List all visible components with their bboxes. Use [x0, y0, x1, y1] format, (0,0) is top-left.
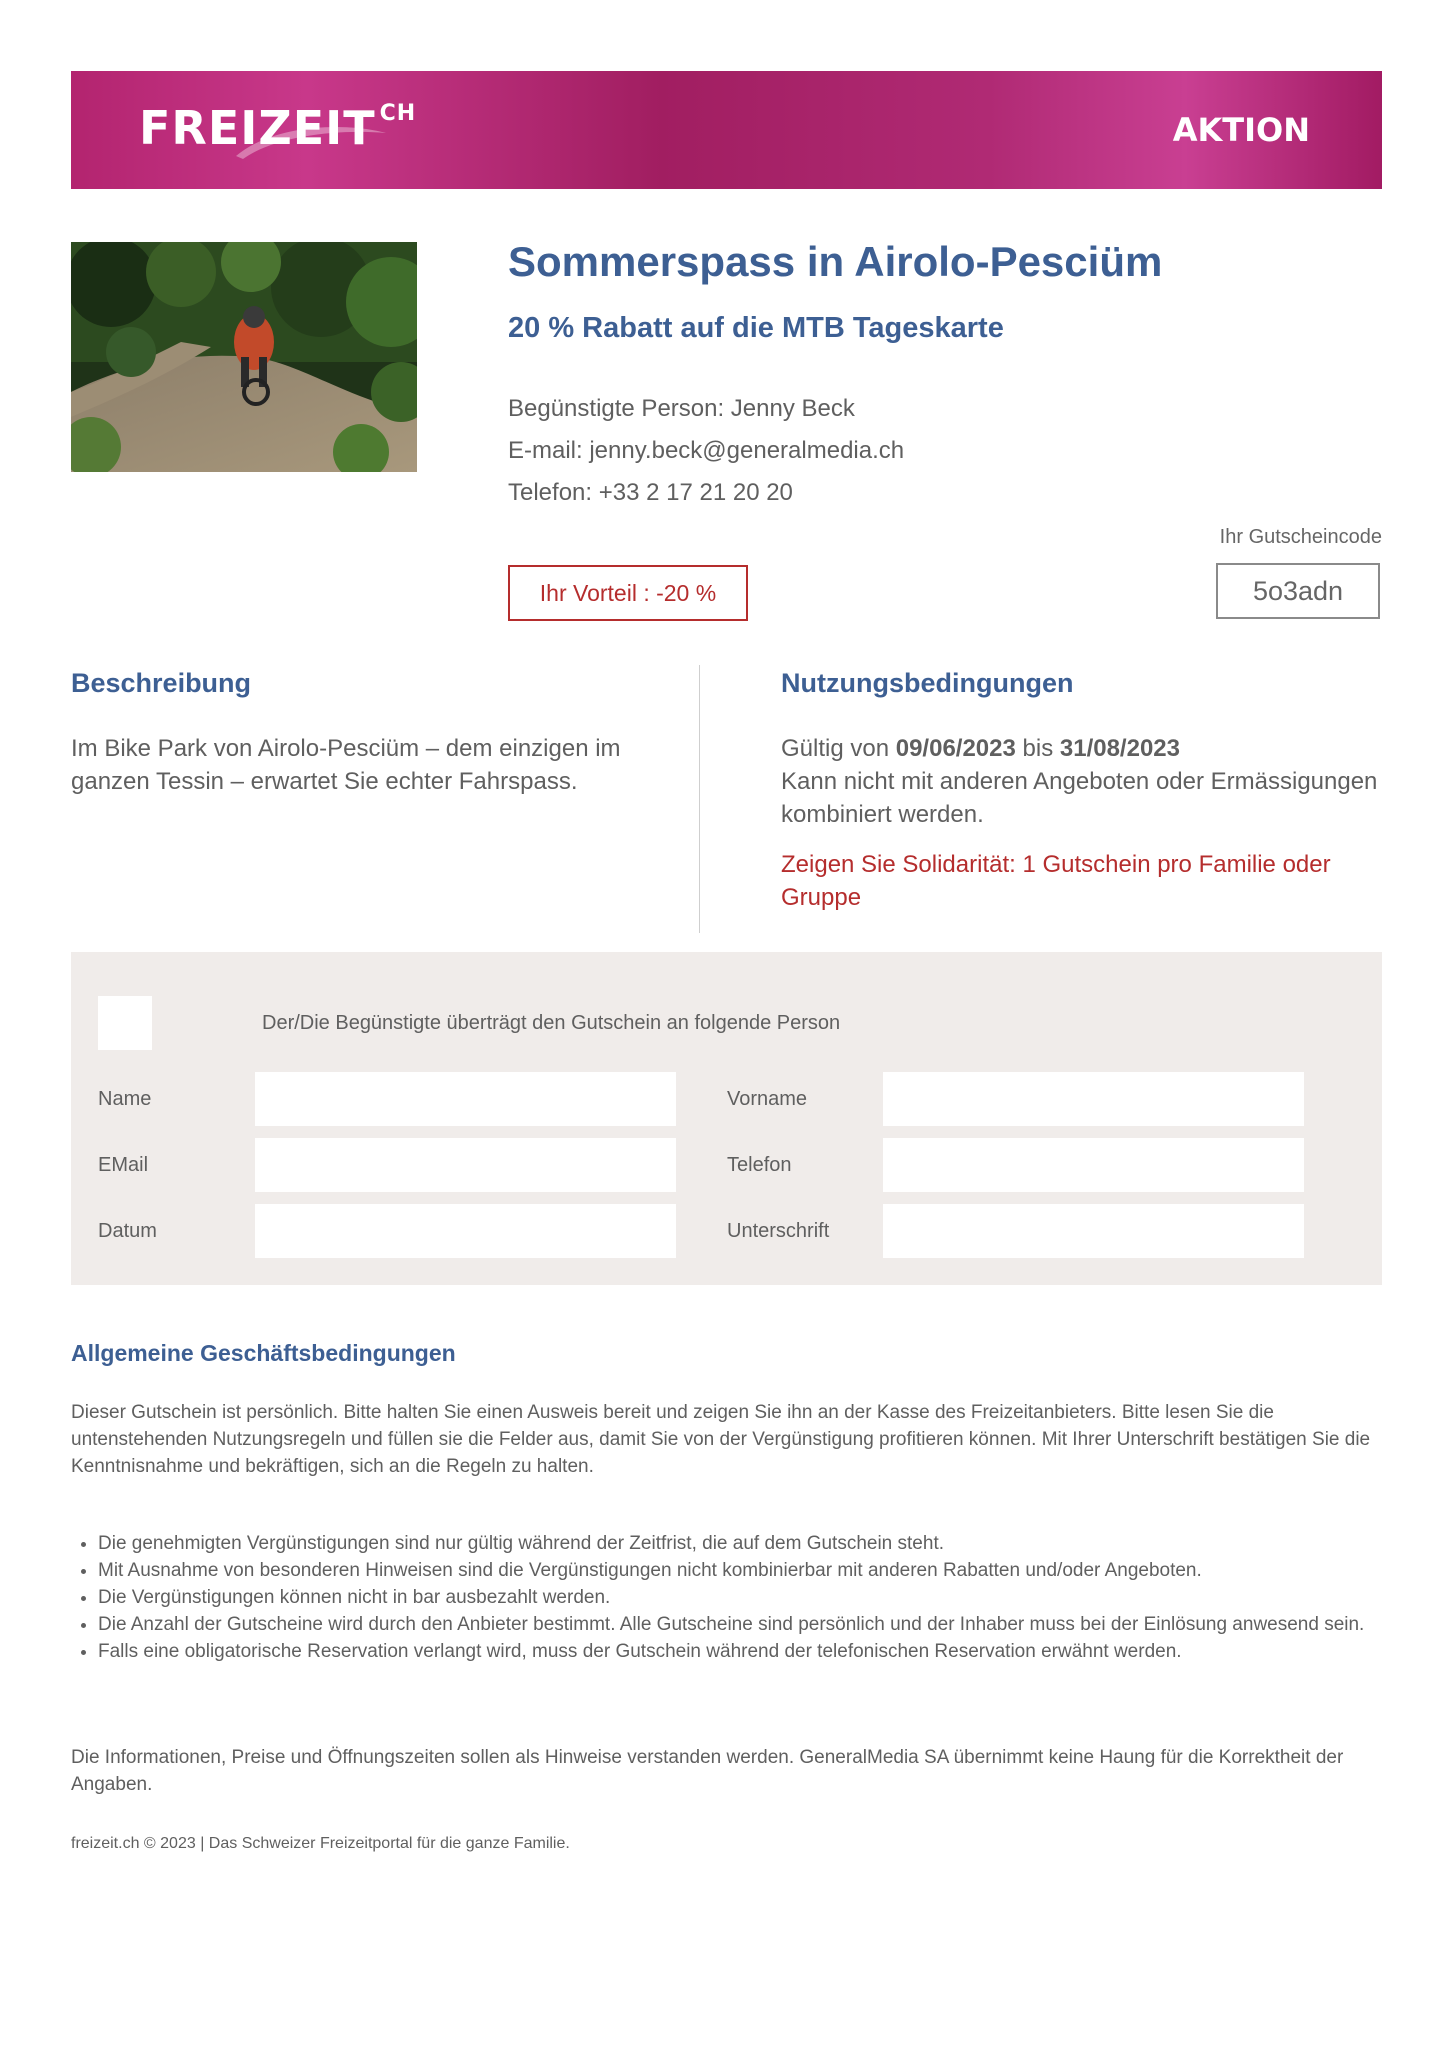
unterschrift-field[interactable] [883, 1204, 1304, 1258]
list-item: • Falls eine obligatorische Reservation verlangt wird, muss der Gutschein während der telefonischen Reservation erwähnt werden. [98, 1638, 1388, 1665]
page-footer: freizeit.ch © 2023 | Das Schweizer Freizeitportal für die ganze Familie. [71, 1835, 570, 1852]
telefon-field[interactable] [883, 1138, 1304, 1192]
list-item: • Mit Ausnahme von besonderen Hinweisen sind die Vergünstigungen nicht kombinierbar mit anderen Rabatten und/oder Angeboten. [98, 1557, 1388, 1584]
valid-prefix: Gültig von [781, 735, 896, 762]
vorname-label: Vorname [727, 1088, 808, 1110]
logo-swoosh-icon [231, 121, 391, 161]
valid-to-date: 31/08/2023 [1059, 735, 1180, 762]
beneficiary-text: Begünstigte Person: Jenny Beck [508, 395, 855, 422]
email-field[interactable] [255, 1138, 676, 1192]
description-heading: Beschreibung [71, 668, 252, 698]
aktion-badge: AKTION [1172, 111, 1310, 149]
offer-photo [71, 242, 417, 472]
mountain-bike-rider-photo-icon [71, 242, 417, 472]
transfer-checkbox[interactable] [98, 996, 152, 1050]
datum-field[interactable] [255, 1204, 676, 1258]
list-item: • Die genehmigten Vergünstigungen sind nur gültig während der Zeitfrist, die auf dem Gutschein steht. [98, 1530, 1388, 1557]
agb-intro: Dieser Gutschein ist persönlich. Bitte halten Sie einen Ausweis bereit und zeigen Sie ihn an der Kasse des Freizeitanbieters. Bitte lesen Sie die untenstehenden Nutzungsregeln und füllen sie die Felder aus, damit Sie von der Vergünstigung profitieren können. Mit Ihrer Unterschrift bestätigen Sie die Kenntnisnahme und bekräftigen, sich an die Regeln zu halten. [71, 1402, 1371, 1477]
valid-mid: bis [1015, 735, 1060, 762]
agb-rules-list [71, 1530, 1388, 1665]
email-text: E-mail: jenny.beck@generalmedia.ch [508, 437, 905, 464]
not-combinable-text: Kann nicht mit anderen Angeboten oder Ermässigungen kombiniert werden. [781, 768, 1378, 828]
valid-from-date: 09/06/2023 [895, 735, 1016, 762]
conditions-validity [781, 732, 1381, 831]
offer-subtitle: 20 % Rabatt auf die MTB Tageskarte [508, 312, 1004, 344]
unterschrift-label: Unterschrift [727, 1220, 830, 1242]
logo-suffix: CH [379, 100, 417, 126]
telefon-label: Telefon [727, 1154, 792, 1176]
description-text: Im Bike Park von Airolo-Pesciüm – dem einzigen im ganzen Tessin – erwartet Sie echter Fahrspass. [71, 735, 621, 795]
offer-title: Sommerspass in Airolo-Pesciüm [508, 238, 1163, 285]
voucher-code-label: Ihr Gutscheincode [1219, 526, 1382, 548]
email-label: EMail [98, 1154, 149, 1176]
advantage-badge: Ihr Vorteil : -20 % [508, 565, 748, 621]
transfer-text: Der/Die Begünstigte überträgt den Gutschein an folgende Person [262, 1012, 841, 1034]
vorname-field[interactable] [883, 1072, 1304, 1126]
name-label: Name [98, 1088, 152, 1110]
transfer-form [71, 952, 1382, 1285]
name-field[interactable] [255, 1072, 676, 1126]
solidarity-notice: Zeigen Sie Solidarität: 1 Gutschein pro Familie oder Gruppe [781, 851, 1331, 911]
datum-label: Datum [98, 1220, 157, 1242]
disclaimer-text: Die Informationen, Preise und Öffnungszeiten sollen als Hinweise verstanden werden. GeneralMedia SA übernimmt keine Haung für die Korrektheit der Angaben. [71, 1747, 1344, 1795]
voucher-code: 5o3adn [1216, 563, 1380, 619]
list-item: • Die Anzahl der Gutscheine wird durch den Anbieter bestimmt. Alle Gutscheine sind persönlich und der Inhaber muss bei der Einlösung anwesend sein. [98, 1611, 1388, 1638]
phone-text: Telefon: +33 2 17 21 20 20 [508, 479, 793, 506]
header-banner [71, 71, 1382, 189]
logo-text: FREIZEIT [139, 101, 376, 155]
conditions-heading: Nutzungsbedingungen [781, 668, 1074, 698]
agb-heading: Allgemeine Geschäftsbedingungen [71, 1340, 456, 1366]
list-item: • Die Vergünstigungen können nicht in bar ausbezahlt werden. [98, 1584, 1388, 1611]
column-divider [699, 665, 700, 933]
